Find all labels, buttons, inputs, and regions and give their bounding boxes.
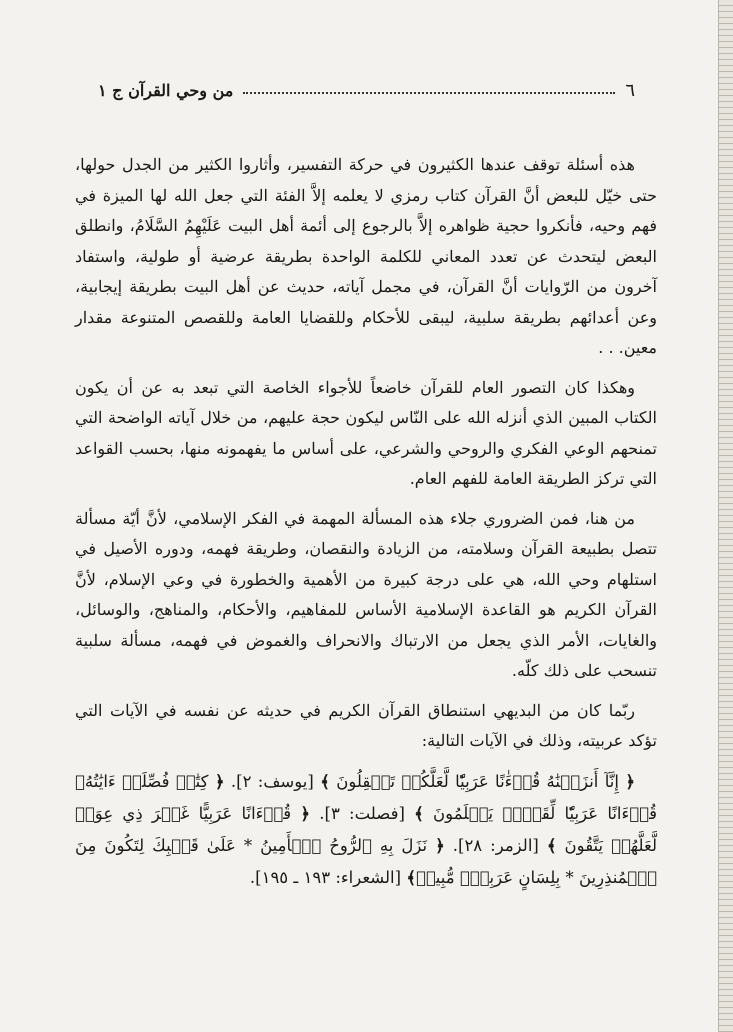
paragraph-2: وهكذا كان التصور العام للقرآن خاضعاً للأجواء الخاصة التي تبعد به عن أن يكون الكتاب المبين الذي أنزله الله على النّاس ليكون حجة عليهم، من خلال آياته الواضحة التي تمنحهم الوعي الفكري والروحي والشرعي، على أساس ما يفهمونه منها، بحسب القواعد التي تركز الطريقة العامة للفهم العام. — [75, 377, 657, 488]
verse-ref-zumar: [الزمر: ٢٨]. — [452, 835, 539, 855]
open-bracket: ﴿ — [300, 803, 311, 823]
close-bracket: ﴾ — [414, 803, 424, 823]
paragraph-4: ربّما كان من البديهي استنطاق القرآن الكريم في حديثه عن نفسه في الآيات التي تؤكد عربيته، وذلك في الآيات التالية: — [75, 700, 657, 750]
verse-fussilat: كِتَٰبٞ فُصِّلَتۡ ءَايَٰتُهُۥ قُرۡءَانًا عَرَبِيّٗا لِّقَوۡمٖ يَعۡلَمُونَ — [75, 771, 657, 823]
body-text — [75, 150, 657, 903]
verse-shuara: نَزَلَ بِهِ ٱلرُّوحُ ٱلۡأَمِينُ * عَلَىٰ قَلۡبِكَ لِتَكُونَ مِنَ ٱلۡمُنذِرِينَ * بِلِسَانٍ عَرَبِيّٖ مُّبِينٖ — [75, 835, 657, 887]
paragraph-1: هذه أسئلة توقف عندها الكثيرون في حركة التفسير، وأثاروا الكثير من الجدل حولها، حتى خيّل للبعض أنَّ القرآن كتاب رمزي لا يعلمه إلاَّ الفئة التي جعل الله لها الميزة في فهم وحيه، فأنكروا حجية ظواهره إلاَّ بالرجوع إلى أئمة أهل البيت عَلَيْهِمُ السَّلَامُ، وانطلق البعض ليتحدث عن تعدد المعاني للكلمة الواحدة بطريقة عرضية أو طولية، واستفاد آخرون من الرّوايات أنَّ القرآن، في مجمل آياته، حديث عن أهل البيت بطريقة إيجابية، وعن أعدائهم بطريقة سلبية، ليبقى للأحكام وللقضايا العامة وللقصص المتنوعة مقدار معين. . . — [75, 155, 657, 357]
open-bracket: ﴿ — [625, 771, 635, 791]
open-bracket: ﴿ — [214, 771, 225, 791]
verse-zumar: قُرۡءَانًا عَرَبِيًّا غَيۡرَ ذِي عِوَجٖ لَّعَلَّهُمۡ يَتَّقُونَ — [75, 803, 657, 855]
close-bracket: ﴾ — [406, 867, 416, 887]
page-binding-edge — [718, 0, 733, 1032]
header-leader-dots — [243, 80, 615, 94]
verse-yusuf: إِنَّآ أَنزَلۡنَٰهُ قُرۡءَٰنًا عَرَبِيّٗا لَّعَلَّكُمۡ تَعۡقِلُونَ — [336, 771, 619, 791]
close-bracket: ﴾ — [546, 835, 557, 855]
page-number: ٦ — [625, 79, 635, 101]
running-title: من وحي القرآن ج ١ — [98, 80, 234, 100]
page-header — [98, 74, 635, 106]
verse-ref-fussilat: [فصلت: ٣]. — [319, 803, 405, 823]
verse-ref-shuara: [الشعراء: ١٩٣ ـ ١٩٥]. — [249, 867, 402, 887]
open-bracket: ﴿ — [435, 835, 445, 855]
quran-verses — [75, 766, 657, 894]
close-bracket: ﴾ — [320, 771, 330, 791]
verse-ref-yusuf: [يوسف: ٢]. — [230, 771, 314, 791]
paragraph-3: من هنا، فمن الضروري جلاء هذه المسألة المهمة في الفكر الإسلامي، لأنَّ أيّة مسألة تتصل بطبيعة القرآن وسلامته، من الزيادة والنقصان، وطريقة فهمه، ودوره الأصيل في استلهام وحي الله، هي على درجة كبيرة من الأهمية والخطورة في وعي الإسلام، لأنَّ القرآن الكريم هو القاعدة الإسلامية الأساس للمفاهيم، والأحكام، والمناهج، والوسائل، والغايات، الأمر الذي يجعل من الارتباك والانحراف والغموض في فهمه، مسألة سلبية تنسحب على ذلك كلّه. — [75, 508, 657, 680]
